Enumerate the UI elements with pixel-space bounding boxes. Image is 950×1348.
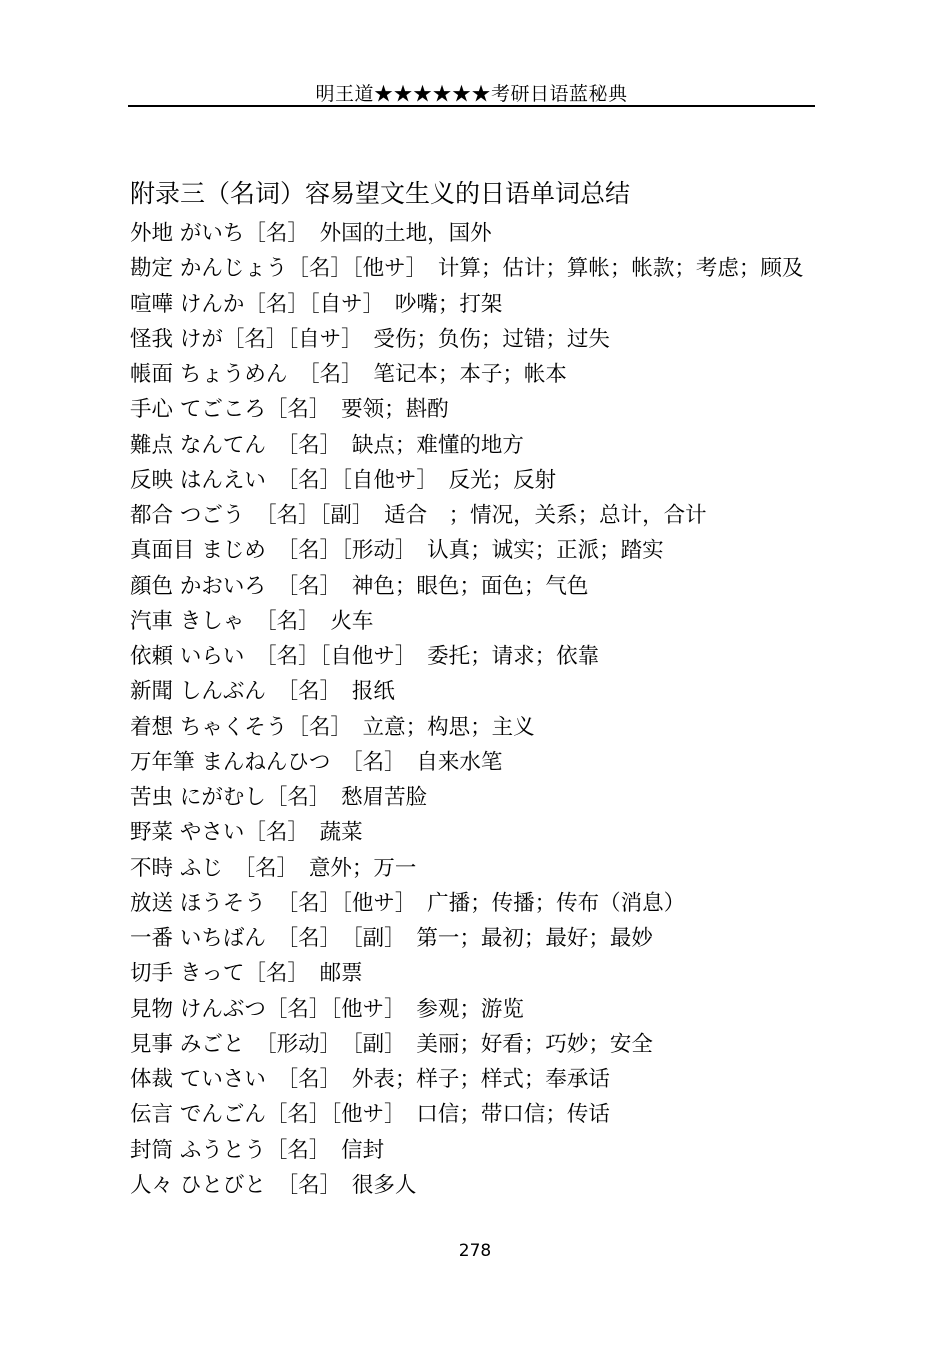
- header-divider: [128, 105, 815, 107]
- vocabulary-entry: 喧嘩 けんか［名］［自サ］ 吵嘴；打架: [130, 291, 503, 317]
- vocabulary-entry: 体裁 ていさい ［名］ 外表；样子；样式；奉承话: [130, 1067, 610, 1092]
- vocabulary-entry: 真面目 まじめ ［名］［形动］ 认真；诚实；正派；踏实: [130, 538, 664, 564]
- vocabulary-entry: 都合 つごう ［名］［副］ 适合 ；情况，关系；总计，合计: [130, 503, 707, 528]
- vocabulary-entry: 封筒 ふうとう［名］ 信封: [130, 1137, 385, 1163]
- vocabulary-entry: 手心 てごころ［名］ 要领；斟酌: [130, 397, 449, 423]
- vocabulary-entry: 伝言 でんごん［名］［他サ］ 口信；带口信；传话: [130, 1102, 610, 1128]
- vocabulary-entry: 見事 みごと ［形动］ ［副］ 美丽；好看；巧妙；安全: [130, 1031, 653, 1057]
- vocabulary-entry: 苦虫 にがむし［名］ 愁眉苦脸: [130, 785, 428, 810]
- page-number: 278: [458, 1241, 492, 1261]
- vocabulary-entry: 汽車 きしゃ ［名］ 火车: [130, 608, 374, 634]
- vocabulary-entry: 外地 がいち［名］ 外国的土地，国外: [130, 221, 492, 246]
- vocabulary-entry: 顔色 かおいろ ［名］ 神色；眼色；面色；气色: [130, 573, 589, 599]
- vocabulary-entry: 一番 いちばん ［名］ ［副］ 第一；最初；最好；最妙: [130, 926, 653, 951]
- vocabulary-entry: 見物 けんぶつ［名］［他サ］ 参观；游览: [130, 996, 524, 1022]
- vocabulary-list: [130, 216, 803, 1203]
- vocabulary-entry: 怪我 けが［名］［自サ］ 受伤；负伤；过错；过失: [130, 326, 610, 352]
- vocabulary-entry: 不時 ふじ ［名］ 意外；万一: [130, 855, 417, 881]
- vocabulary-entry: 反映 はんえい ［名］［自他サ］ 反光；反射: [130, 467, 557, 493]
- vocabulary-entry: 勘定 かんじょう［名］［他サ］ 计算；估计；算帐；帐款；考虑；顾及: [130, 256, 804, 282]
- vocabulary-entry: 新聞 しんぶん ［名］ 报纸: [130, 679, 395, 705]
- vocabulary-entry: 人々 ひとびと ［名］ 很多人: [130, 1172, 417, 1198]
- vocabulary-entry: 難点 なんてん ［名］ 缺点；难懂的地方: [130, 432, 524, 458]
- vocabulary-entry: 着想 ちゃくそう［名］ 立意；构思；主义: [130, 714, 535, 740]
- vocabulary-entry: 帳面 ちょうめん ［名］ 笔记本；本子；帐本: [130, 362, 567, 387]
- vocabulary-entry: 野菜 やさい［名］ 蔬菜: [130, 820, 363, 846]
- appendix-title: 附录三（名词）容易望文生义的日语单词总结: [130, 179, 631, 208]
- vocabulary-entry: 放送 ほうそう ［名］［他サ］ 广播；传播；传布（消息）: [130, 890, 686, 916]
- vocabulary-entry: 万年筆 まんねんひつ ［名］ 自来水笔: [130, 749, 503, 775]
- running-header: 明王道★★★★★★考研日语蓝秘典: [315, 83, 628, 105]
- vocabulary-entry: 依頼 いらい ［名］［自他サ］ 委托；请求；依靠: [130, 644, 600, 669]
- vocabulary-entry: 切手 きって［名］ 邮票: [130, 961, 363, 987]
